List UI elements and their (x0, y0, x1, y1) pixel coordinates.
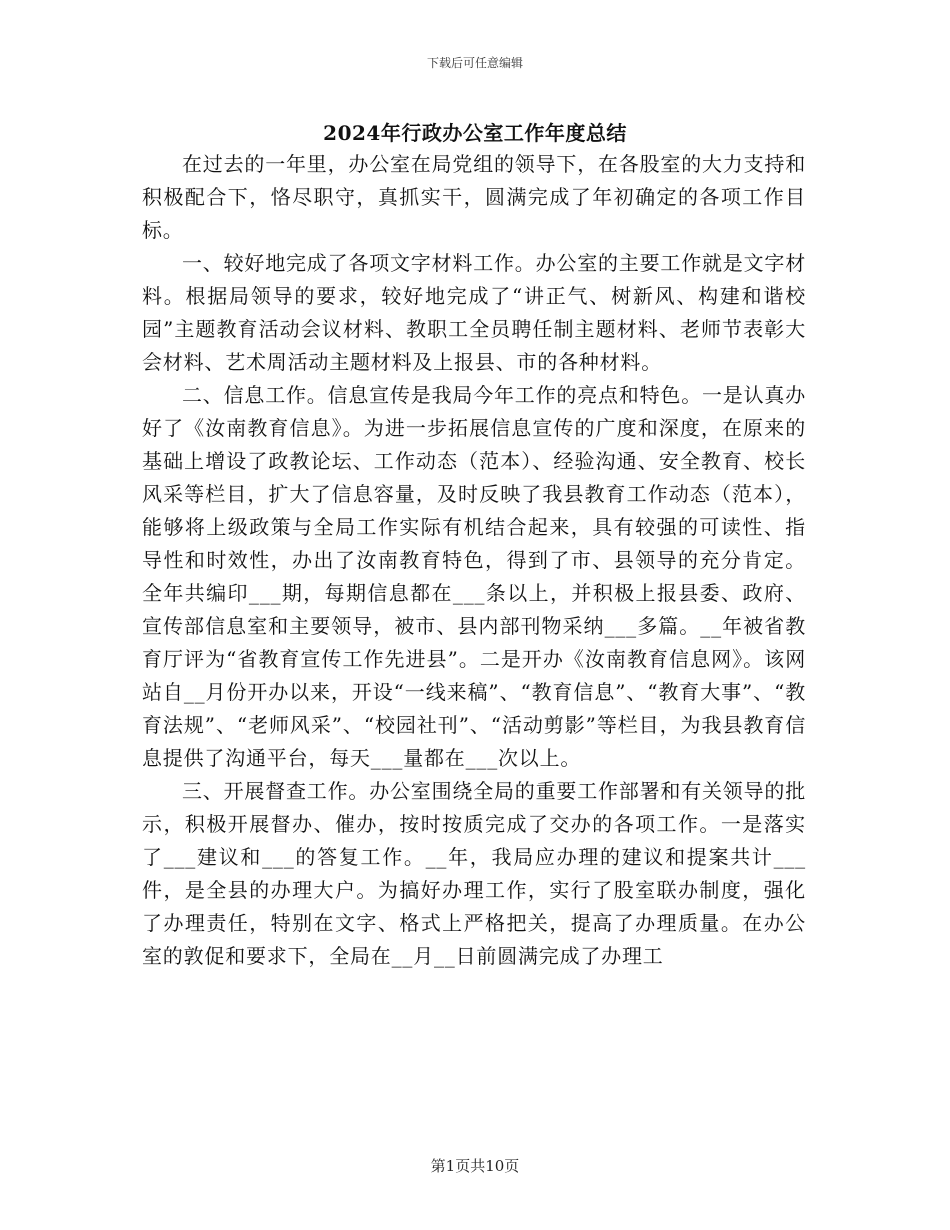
paragraph-section-3: 三、开展督查工作。办公室围绕全局的重要工作部署和有关领导的批示，积极开展督办、催办，按时按质完成了交办的各项工作。一是落实了___建议和___的答复工作。__年，我局应办理的建议和提案共计___件，是全县的办理大户。为搞好办理工作，实行了股室联办制度，强化了办理责任，特别在文字、格式上严格把关，提高了办理质量。在办公室的敦促和要求下，全局在__月__日前圆满完成了办理工 (142, 779, 806, 968)
header-note: 下载后可任意编辑 (426, 56, 523, 70)
paragraph-section-2: 二、信息工作。信息宣传是我局今年工作的亮点和特色。一是认真办好了《汝南教育信息》。为进一步拓展信息宣传的广度和深度，在原来的基础上增设了政教论坛、工作动态（范本）、经验沟通、安全教育、校长风采等栏目，扩大了信息容量，及时反映了我县教育工作动态（范本），能够将上级政策与全局工作实际有机结合起来，具有较强的可读性、指导性和时效性，办出了汝南教育特色，得到了市、县领导的充分肯定。全年共编印___期，每期信息都在___条以上，并积极上报县委、政府、宣传部信息室和主要领导，被市、县内部刊物采纳___多篇。__年被省教育厅评为“省教育宣传工作先进县”。二是开办《汝南教育信息网》。该网站自__月份开办以来，开设“一线来稿”、“教育信息”、“教育大事”、“教育法规”、“老师风采”、“校园社刊”、“活动剪影”等栏目，为我县教育信息提供了沟通平台，每天___量都在___次以上。 (142, 383, 806, 770)
document-body (142, 148, 806, 973)
document-title: 2024年行政办公室工作年度总结 (323, 121, 627, 145)
paragraph-section-1: 一、较好地完成了各项文字材料工作。办公室的主要工作就是文字材料。根据局领导的要求，较好地完成了“讲正气、树新风、构建和谐校园”主题教育活动会议材料、教职工全员聘任制主题材料、老师节表彰大会材料、艺术周活动主题材料及上报县、市的各种材料。 (142, 251, 806, 374)
paragraph-intro: 在过去的一年里，办公室在局党组的领导下，在各股室的大力支持和积极配合下，恪尽职守，真抓实干，圆满完成了年初确定的各项工作目标。 (142, 152, 806, 242)
page-footer: 第1页共10页 (430, 1157, 520, 1175)
